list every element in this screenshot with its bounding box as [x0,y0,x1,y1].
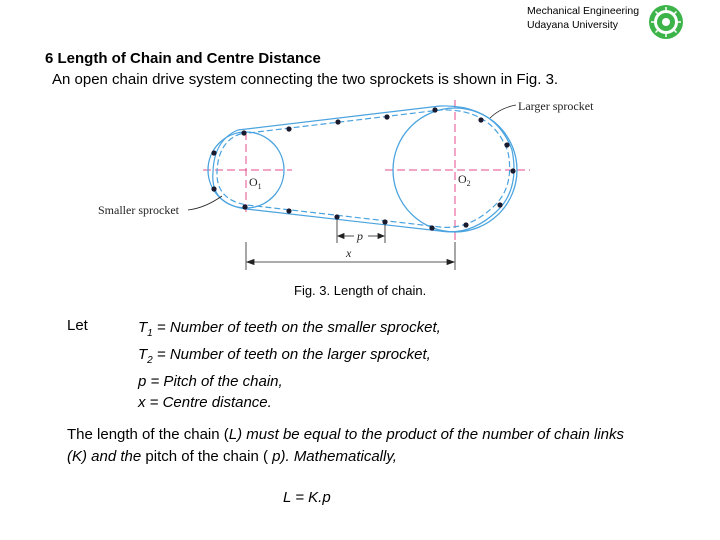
larger-sprocket-leader [490,105,516,118]
label-centre-distance: x [346,246,352,260]
header-line-department: Mechanical Engineering [527,5,640,17]
chain-length-equation: L = K.p [283,489,331,506]
smaller-sprocket-leader [188,196,222,210]
definition-t1: $T_1$ = Number of teeth on the smaller sprocket, [138,319,441,339]
label-o1: $O_1$ [249,175,262,191]
chain-length-paragraph: The length of the chain (L) must be equal to the product of the number of chain links (K) and the pitch of the chain ( p). Mathematically, [67,426,625,465]
label-pitch: p [357,229,363,243]
label-larger-sprocket: Larger sprocket [518,99,594,113]
section-title: 6 Length of Chain and Centre Distance [45,50,321,67]
label-o2: $O_2$ [458,172,471,188]
definition-p: p = Pitch of the chain, [138,373,283,390]
figure-caption: Fig. 3. Length of chain. [294,283,427,298]
definition-t2: $T_2$ = Number of teeth on the larger sprocket, [138,346,431,366]
let-label: Let [67,317,88,334]
chain-pins [211,107,515,230]
chain-outline [213,106,514,232]
label-smaller-sprocket: Smaller sprocket [98,203,179,217]
intro-sentence: An open chain drive system connecting the two sprockets is shown in Fig. 3. [52,71,559,88]
header-line-university: Udayana University [527,19,619,31]
definitions-list [138,317,441,413]
definition-x: x = Centre distance. [138,394,272,411]
